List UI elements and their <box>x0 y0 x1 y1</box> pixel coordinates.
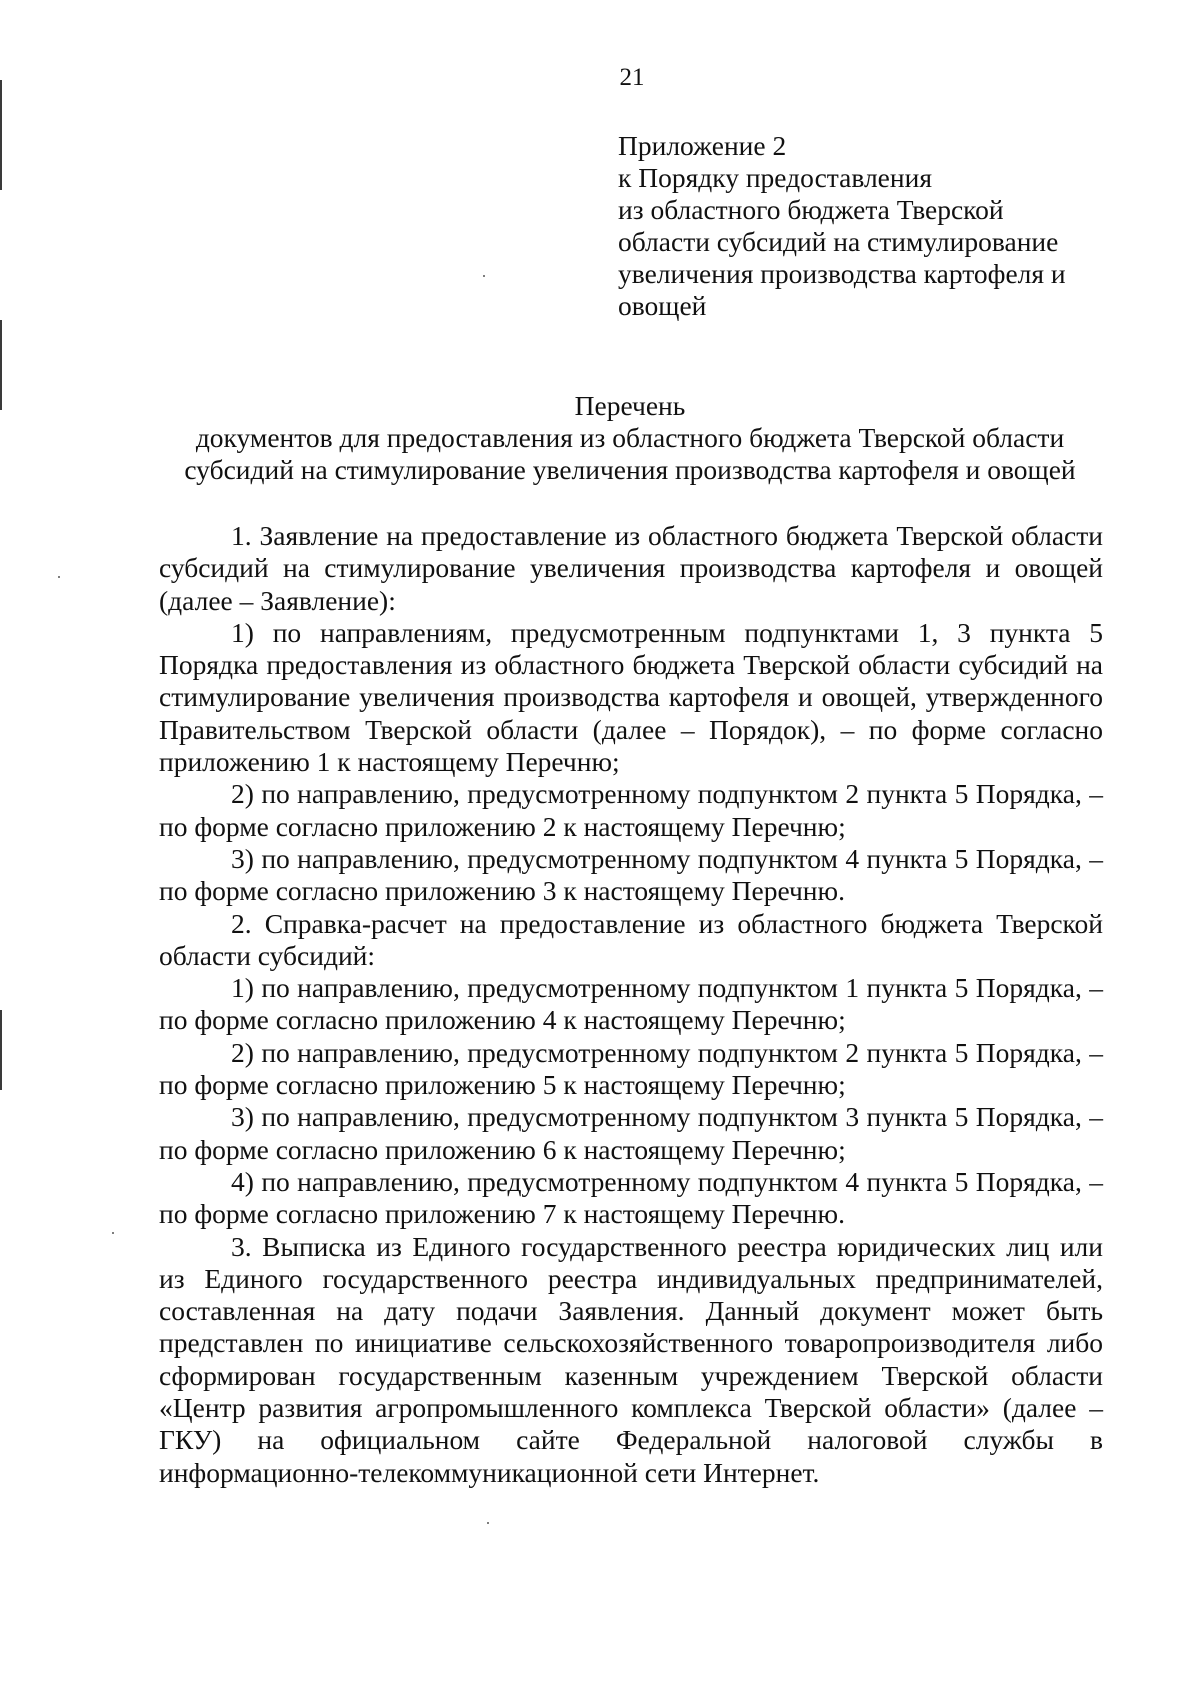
paragraph-subitem: 3) по направлению, предусмотренному подпунктом 4 пункта 5 Порядка, – по форме согласно приложению 3 к настоящему Перечню. <box>159 842 1103 907</box>
document-title <box>150 390 1110 486</box>
paragraph-subitem: 2) по направлению, предусмотренному подпунктом 2 пункта 5 Порядка, – по форме согласно приложению 2 к настоящему Перечню; <box>159 778 1103 842</box>
appendix-line: к Порядку предоставления <box>618 162 932 193</box>
paragraph-item-2: 2. Справка-расчет на предоставление из областного бюджета Тверской области субсидий: <box>159 907 1103 971</box>
paragraph-subitem: 2) по направлению, предусмотренному подпунктом 2 пункта 5 Порядка, – по форме согласно приложению 5 к настоящему Перечню; <box>159 1036 1103 1101</box>
paragraph-item-3: 3. Выписка из Единого государственного реестра юридических лиц или из Единого государственного реестра индивидуальных предпринимателей, составленная на дату подачи Заявления. Данный документ может быть представлен по инициативе сельскохозяйственного товаропроизводителя либо сформирован государственным казенным учреждением Тверской области «Центр развития агропромышленного комплекса Тверской области» (далее – ГКУ) на официальном сайте Федеральной налоговой службы в информационно-телекоммуникационной сети Интернет. <box>159 1230 1103 1488</box>
title-line: субсидий на стимулирование увеличения производства картофеля и овощей <box>184 454 1076 485</box>
appendix-line: из областного бюджета Тверской <box>618 194 1004 225</box>
appendix-line: области субсидий на стимулирование <box>618 226 1059 257</box>
paragraph-subitem: 1) по направлению, предусмотренному подпунктом 1 пункта 5 Порядка, – по форме согласно приложению 4 к настоящему Перечню; <box>159 972 1103 1036</box>
appendix-line: увеличения производства картофеля и <box>618 258 1066 289</box>
scan-edge-mark <box>0 1010 2 1090</box>
paragraph-item-1: 1. Заявление на предоставление из областного бюджета Тверской области субсидий на стимулирование увеличения производства картофеля и овощей (далее – Заявление): <box>159 520 1103 616</box>
title-line: документов для предоставления из областного бюджета Тверской области <box>195 422 1065 453</box>
scan-speck <box>487 1522 489 1524</box>
page-number: 21 <box>619 64 645 91</box>
scan-speck <box>483 275 485 277</box>
document-body <box>159 520 1103 1489</box>
scan-edge-mark <box>0 80 2 190</box>
appendix-line: Приложение 2 <box>618 130 787 161</box>
paragraph-subitem: 4) по направлению, предусмотренному подпунктом 4 пункта 5 Порядка, – по форме согласно приложению 7 к настоящему Перечню. <box>159 1165 1103 1230</box>
paragraph-subitem: 1) по направлениям, предусмотренным подпунктами 1, 3 пункта 5 Порядка предоставления из областного бюджета Тверской области субсидий на стимулирование увеличения производства картофеля и овощей, утвержденного Правительством Тверской области (далее – Порядок), – по форме согласно приложению 1 к настоящему Перечню; <box>159 616 1103 778</box>
scan-speck <box>112 1232 114 1234</box>
title-heading: Перечень <box>574 390 686 421</box>
scan-speck <box>58 576 60 578</box>
scan-edge-mark <box>0 320 2 410</box>
paragraph-subitem: 3) по направлению, предусмотренному подпунктом 3 пункта 5 Порядка, – по форме согласно приложению 6 к настоящему Перечню; <box>159 1101 1103 1165</box>
appendix-header <box>618 130 1066 322</box>
appendix-line: овощей <box>618 290 707 321</box>
